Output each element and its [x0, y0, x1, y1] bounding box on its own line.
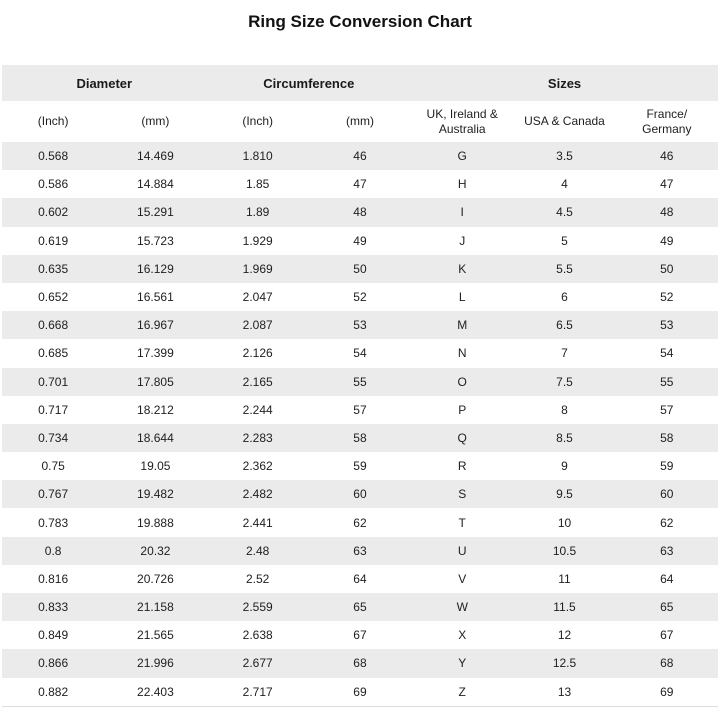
- table-cell: 60: [660, 487, 674, 502]
- table-row: [2, 339, 718, 367]
- column-header-circumference-inch: (Inch): [207, 101, 309, 142]
- table-cell: J: [459, 233, 466, 248]
- table-cell: 18.212: [137, 402, 174, 417]
- table-cell: 0.734: [38, 430, 69, 445]
- table-cell: 48: [353, 205, 367, 220]
- table-cell: 63: [353, 543, 367, 558]
- table-cell: 69: [353, 684, 367, 699]
- table-cell: 53: [353, 318, 367, 333]
- table-cell: 68: [353, 656, 367, 671]
- column-header-row: [2, 101, 718, 142]
- table-cell: 0.652: [38, 290, 69, 305]
- table-cell: 55: [660, 374, 674, 389]
- table-cell: 6.5: [556, 318, 573, 333]
- table-cell: N: [457, 346, 467, 361]
- table-row: [2, 424, 718, 452]
- table-cell: S: [458, 487, 467, 502]
- table-cell: 58: [660, 430, 674, 445]
- table-row: [2, 198, 718, 226]
- table-cell: 20.32: [140, 543, 171, 558]
- table-cell: 62: [660, 515, 674, 530]
- table-cell: 52: [353, 290, 367, 305]
- table-row: [2, 311, 718, 339]
- table-row: [2, 283, 718, 311]
- table-cell: O: [457, 374, 467, 389]
- table-cell: 59: [660, 459, 674, 474]
- table-cell: 69: [660, 684, 674, 699]
- table-cell: 49: [353, 233, 367, 248]
- table-cell: 4.5: [556, 205, 573, 220]
- table-cell: 46: [353, 149, 367, 164]
- table-cell: 2.362: [242, 459, 273, 474]
- table-cell: 63: [660, 543, 674, 558]
- table-row: [2, 255, 718, 283]
- table-cell: 0.685: [38, 346, 69, 361]
- table-row: [2, 452, 718, 480]
- table-row: [2, 368, 718, 396]
- table-cell: 14.884: [137, 177, 174, 192]
- table-cell: 1.89: [246, 205, 270, 220]
- table-row: [2, 396, 718, 424]
- table-cell: 0.586: [38, 177, 69, 192]
- table-row: [2, 621, 718, 649]
- table-cell: T: [458, 515, 466, 530]
- table-cell: 52: [660, 290, 674, 305]
- table-cell: 2.047: [242, 290, 273, 305]
- table-cell: 54: [660, 346, 674, 361]
- table-cell: 68: [660, 656, 674, 671]
- table-cell: P: [458, 402, 467, 417]
- table-cell: K: [458, 261, 467, 276]
- table-cell: 64: [353, 571, 367, 586]
- table-cell: 48: [660, 205, 674, 220]
- table-cell: 1.810: [242, 149, 273, 164]
- table-cell: 16.561: [137, 290, 174, 305]
- table-header: [2, 65, 718, 142]
- table-cell: X: [458, 628, 467, 643]
- table-cell: Y: [458, 656, 467, 671]
- table-cell: 49: [660, 233, 674, 248]
- table-cell: 53: [660, 318, 674, 333]
- table-cell: 0.717: [38, 402, 69, 417]
- table-cell: 18.644: [137, 430, 174, 445]
- table-cell: 0.866: [38, 656, 69, 671]
- table-cell: 16.129: [137, 261, 174, 276]
- table-cell: 1.969: [242, 261, 273, 276]
- group-header-circumference: Circumference: [207, 65, 412, 101]
- table-cell: 55: [353, 374, 367, 389]
- table-cell: 0.833: [38, 600, 69, 615]
- ring-size-table: [2, 65, 718, 707]
- table-cell: U: [457, 543, 467, 558]
- table-cell: 0.619: [38, 233, 69, 248]
- table-cell: 0.568: [38, 149, 69, 164]
- table-cell: 57: [660, 402, 674, 417]
- table-cell: 60: [353, 487, 367, 502]
- table-cell: 0.816: [38, 571, 69, 586]
- table-cell: M: [457, 318, 468, 333]
- table-cell: 5.5: [556, 261, 573, 276]
- table-cell: 2.482: [242, 487, 273, 502]
- table-cell: 4: [561, 177, 568, 192]
- table-cell: 0.75: [41, 459, 65, 474]
- table-cell: 62: [353, 515, 367, 530]
- table-cell: 7.5: [556, 374, 573, 389]
- table-cell: 19.05: [140, 459, 171, 474]
- table-cell: 10: [557, 515, 572, 530]
- table-cell: Q: [457, 430, 467, 445]
- table-cell: 19.482: [137, 487, 174, 502]
- table-cell: 2.087: [242, 318, 273, 333]
- table-row: [2, 508, 718, 536]
- table-cell: 64: [660, 571, 674, 586]
- table-row: [2, 678, 718, 707]
- table-cell: Z: [458, 684, 466, 699]
- table-cell: 14.469: [137, 149, 174, 164]
- group-header-row: [2, 65, 718, 101]
- table-cell: 8.5: [556, 430, 573, 445]
- group-header-sizes: Sizes: [411, 65, 718, 101]
- table-cell: 47: [353, 177, 367, 192]
- table-cell: 47: [660, 177, 674, 192]
- table-cell: 15.291: [137, 205, 174, 220]
- table-cell: 12.5: [552, 656, 577, 671]
- table-cell: 2.126: [242, 346, 273, 361]
- table-cell: W: [456, 600, 468, 615]
- table-cell: 57: [353, 402, 367, 417]
- table-cell: 21.158: [137, 600, 174, 615]
- table-cell: 59: [353, 459, 367, 474]
- table-cell: 0.767: [38, 487, 69, 502]
- table-cell: 2.283: [242, 430, 273, 445]
- table-cell: 0.701: [38, 374, 69, 389]
- table-cell: 6: [561, 290, 568, 305]
- table-cell: 50: [353, 261, 367, 276]
- page-title: Ring Size Conversion Chart: [248, 12, 472, 31]
- table-cell: 50: [660, 261, 674, 276]
- table-cell: H: [457, 177, 467, 192]
- table-cell: 1.85: [246, 177, 270, 192]
- table-body: [2, 142, 718, 706]
- table-row: [2, 480, 718, 508]
- column-header-diameter-mm: (mm): [104, 101, 206, 142]
- table-cell: 67: [353, 628, 367, 643]
- table-cell: 2.244: [242, 402, 273, 417]
- column-header-france-germany: France/ Germany: [616, 101, 718, 142]
- table-cell: 11: [558, 571, 571, 586]
- column-header-diameter-inch: (Inch): [2, 101, 104, 142]
- table-cell: 17.399: [137, 346, 174, 361]
- table-cell: 0.602: [38, 205, 69, 220]
- table-cell: 2.48: [246, 543, 270, 558]
- table-cell: 19.888: [137, 515, 174, 530]
- column-header-circumference-mm: (mm): [309, 101, 411, 142]
- table-cell: 8: [561, 402, 568, 417]
- table-cell: 21.996: [137, 656, 174, 671]
- table-cell: V: [458, 571, 467, 586]
- table-row: [2, 649, 718, 677]
- table-cell: 2.717: [242, 684, 273, 699]
- table-cell: 2.52: [246, 571, 270, 586]
- table-cell: 11.5: [553, 600, 576, 615]
- table-row: [2, 565, 718, 593]
- table-cell: 3.5: [556, 149, 573, 164]
- table-cell: G: [457, 149, 467, 164]
- table-cell: 0.783: [38, 515, 69, 530]
- table-cell: 16.967: [137, 318, 174, 333]
- table-cell: 15.723: [137, 233, 174, 248]
- table-cell: 58: [353, 430, 367, 445]
- table-cell: 21.565: [137, 628, 174, 643]
- table-cell: 10.5: [552, 543, 577, 558]
- table-cell: 9.5: [556, 487, 573, 502]
- table-cell: 5: [561, 233, 568, 248]
- column-header-uk-ireland-australia: UK, Ireland & Australia: [411, 101, 513, 142]
- table-cell: 0.8: [44, 543, 62, 558]
- table-cell: 67: [660, 628, 674, 643]
- table-cell: 0.635: [38, 261, 69, 276]
- column-header-usa-canada: USA & Canada: [513, 101, 615, 142]
- table-cell: 2.677: [242, 656, 273, 671]
- table-cell: 0.668: [38, 318, 69, 333]
- table-row: [2, 537, 718, 565]
- table-cell: 2.441: [242, 515, 273, 530]
- table-cell: 13: [557, 684, 572, 699]
- table-cell: 12: [557, 628, 572, 643]
- table-cell: 65: [353, 600, 367, 615]
- table-cell: 20.726: [137, 571, 174, 586]
- table-row: [2, 593, 718, 621]
- table-row: [2, 227, 718, 255]
- table-cell: 1.929: [242, 233, 273, 248]
- table-cell: 54: [353, 346, 367, 361]
- table-cell: 9: [561, 459, 568, 474]
- group-header-diameter: Diameter: [2, 65, 207, 101]
- table-cell: 46: [660, 149, 674, 164]
- table-row: [2, 170, 718, 198]
- table-cell: I: [460, 205, 464, 220]
- table-cell: L: [458, 290, 466, 305]
- table-cell: 2.559: [242, 600, 273, 615]
- table-cell: 22.403: [137, 684, 174, 699]
- table-cell: 17.805: [137, 374, 174, 389]
- table-cell: 65: [660, 600, 674, 615]
- table-cell: 0.882: [38, 684, 69, 699]
- table-cell: 7: [561, 346, 568, 361]
- table-cell: 2.165: [242, 374, 273, 389]
- table-cell: R: [457, 459, 467, 474]
- table-cell: 2.638: [242, 628, 273, 643]
- table-cell: 0.849: [38, 628, 69, 643]
- table-row: [2, 142, 718, 170]
